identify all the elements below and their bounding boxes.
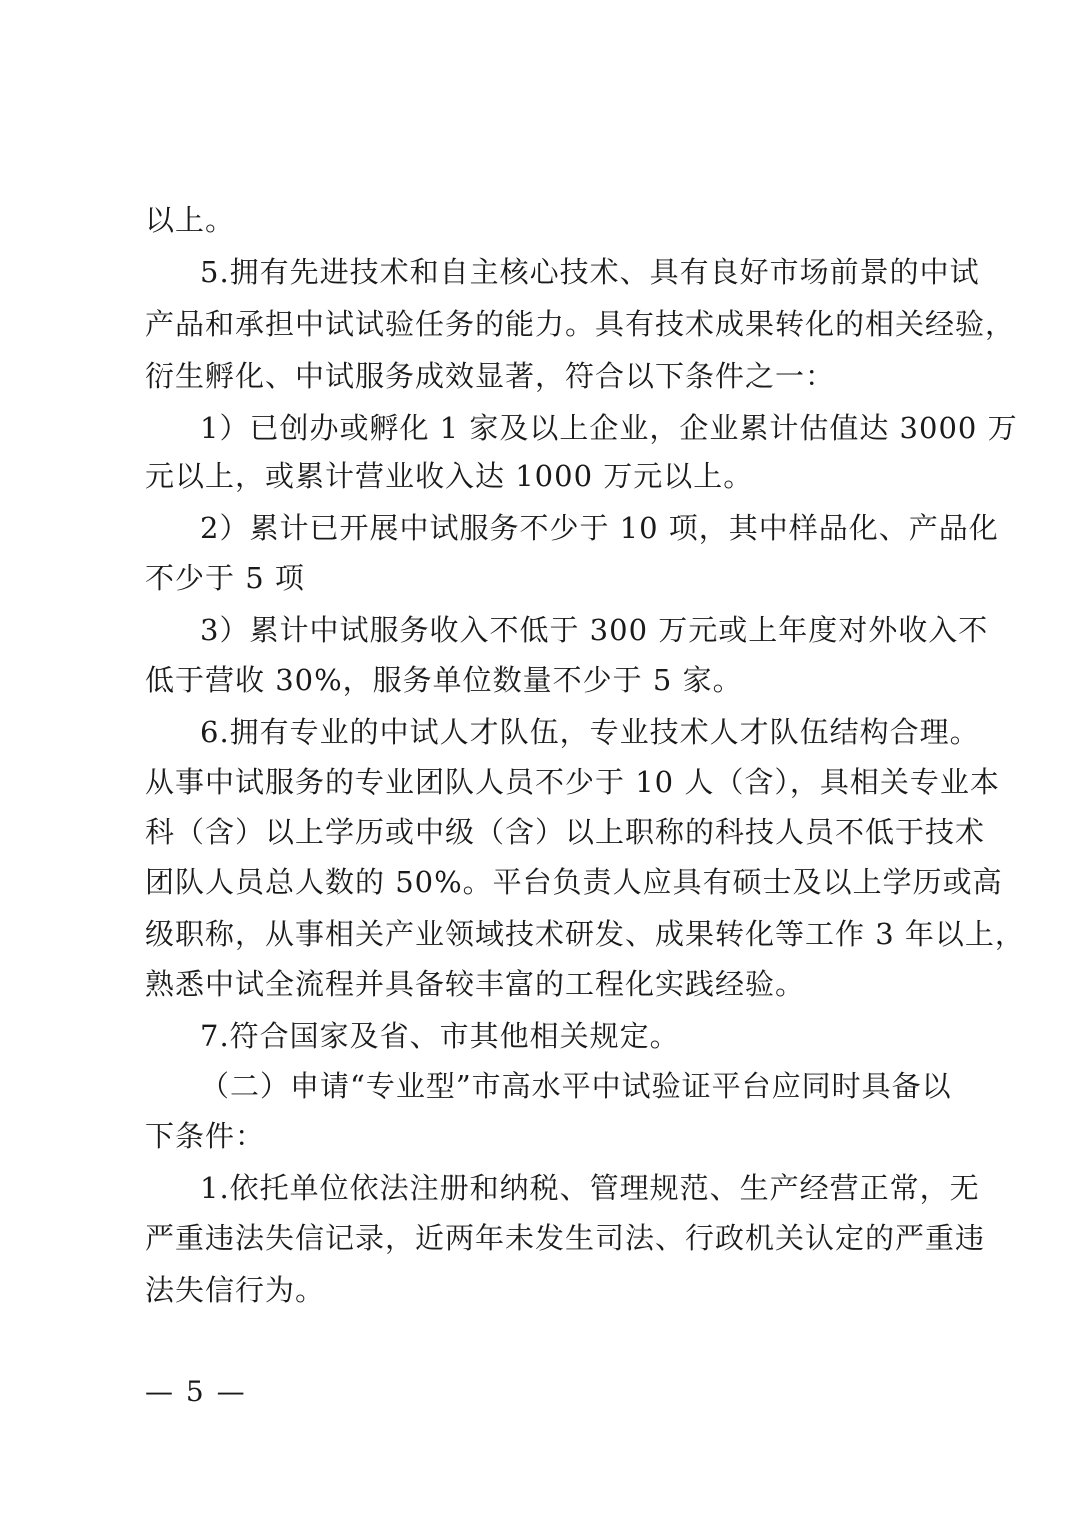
text-line: 5.拥有先进技术和自主核心技术、具有良好市场前景的中试 xyxy=(200,255,980,289)
text-line: 下条件： xyxy=(145,1119,266,1153)
text-line: 从事中试服务的专业团队人员不少于 10 人（含），具相关专业本 xyxy=(145,765,1000,799)
text-line: 科（含）以上学历或中级（含）以上职称的科技人员不低于技术 xyxy=(145,815,986,849)
text-line: 3）累计中试服务收入不低于 300 万元或上年度对外收入不 xyxy=(200,613,989,647)
text-line: 团队人员总人数的 50%。平台负责人应具有硕士及以上学历或高 xyxy=(145,865,1003,899)
text-line: 不少于 5 项 xyxy=(145,561,305,595)
text-line: 7.符合国家及省、市其他相关规定。 xyxy=(200,1019,680,1053)
text-line: 元以上，或累计营业收入达 1000 万元以上。 xyxy=(145,459,754,493)
text-line: （二）申请“专业型”市高水平中试验证平台应同时具备以 xyxy=(200,1069,952,1103)
text-line: 1.依托单位依法注册和纳税、管理规范、生产经营正常，无 xyxy=(200,1171,980,1205)
text-line: 严重违法失信记录，近两年未发生司法、行政机关认定的严重违 xyxy=(145,1221,986,1255)
text-line: 2）累计已开展中试服务不少于 10 项，其中样品化、产品化 xyxy=(200,511,999,545)
text-line: 级职称，从事相关产业领域技术研发、成果转化等工作 3 年以上， xyxy=(145,917,1025,951)
text-line: 以上。 xyxy=(145,203,236,237)
text-line: 产品和承担中试试验任务的能力。具有技术成果转化的相关经验， xyxy=(145,307,1016,341)
text-line: 衍生孵化、中试服务成效显著，符合以下条件之一： xyxy=(145,359,836,393)
text-line: 熟悉中试全流程并具备较丰富的工程化实践经验。 xyxy=(145,967,806,1001)
text-line: 法失信行为。 xyxy=(145,1273,326,1307)
page-number: — 5 — xyxy=(145,1375,247,1408)
text-line: 6.拥有专业的中试人才队伍，专业技术人才队伍结构合理。 xyxy=(200,715,980,749)
text-line: 低于营收 30%，服务单位数量不少于 5 家。 xyxy=(145,663,743,697)
text-line: 1）已创办或孵化 1 家及以上企业，企业累计估值达 3000 万 xyxy=(200,411,1018,445)
